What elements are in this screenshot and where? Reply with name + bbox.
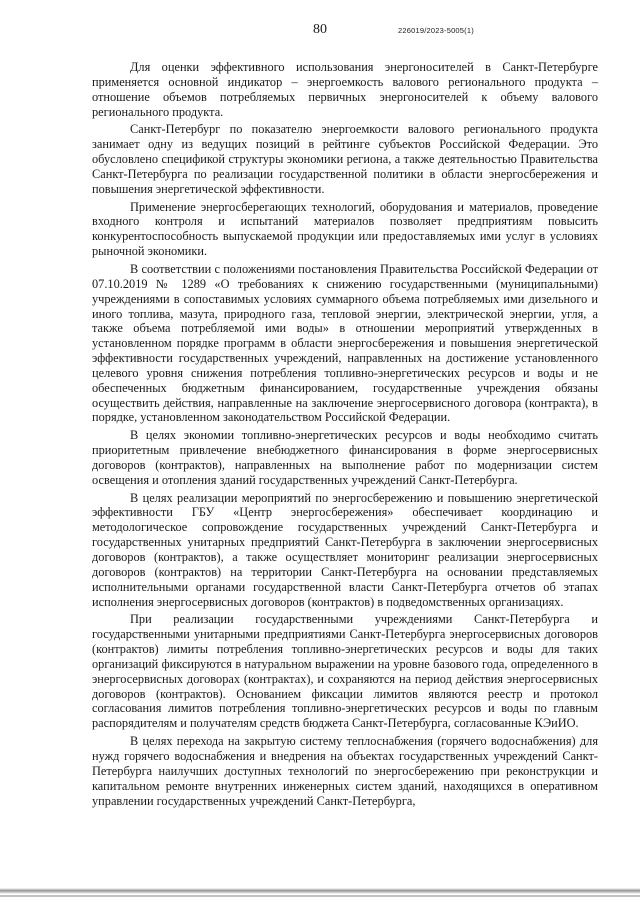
- paragraph: В целях реализации мероприятий по энергосбережению и повышению энергетической эффективности ГБУ «Центр энергосбережения» обеспечивает координацию и методологическое сопровождение государственных учреждений Санкт-Петербурга и государственных унитарных предприятий Санкт-Петербурга в заключении энергосервисных договоров (контрактов), а также осуществляет мониторинг реализации энергосервисных договоров (контрактов) на территории Санкт-Петербурга на основании представляемых исполнительными органами государственной власти Санкт-Петербурга отчетов об этапах исполнения энергосервисных договоров (контрактов) в подведомственных организациях.: [92, 490, 598, 609]
- paragraph: В целях экономии топливно-энергетических ресурсов и воды необходимо считать приоритетным привлечение внебюджетного финансирования в форме энергосервисных договоров (контрактов), направленных на выполнение работ по модернизации систем освещения и отопления зданий государственных учреждений Санкт-Петербурга.: [92, 428, 598, 487]
- document-code: 226019/2023-5005(1): [398, 26, 474, 35]
- paragraph: В соответствии с положениями постановления Правительства Российской Федерации от 07.10.2019 № 1289 «О требованиях к снижению государственными (муниципальными) учреждениями в сопоставимых условиях суммарного объема потребляемых ими дизельного и иного топлива, мазута, природного газа, тепловой энергии, электрической энергии, угля, а также объема потребляемой ими воды» в отношении мероприятий утвержденных в установленном порядке программ в области энергосбережения и повышения энергетической эффективности государственных учреждений, направленных на достижение установленного целевого уровня снижения потребления топливно-энергетических ресурсов и воды и не обеспеченных бюджетным финансированием, государственные учреждения обязаны осуществить действия, направленные на заключение энергосервисного договора (контракта), в порядке, установленном законодательством Российской Федерации.: [92, 261, 598, 425]
- page-number: 80: [313, 22, 327, 37]
- paragraph: При реализации государственными учреждениями Санкт-Петербурга и государственными унитарными предприятиями Санкт-Петербурга энергосервисных договоров (контрактов) лимиты потребления топливно-энергетических ресурсов и воды для таких организаций фиксируются в натуральном выражении на уровне базового года, определенного в энергосервисных договорах (контрактах), и сохраняются на период действия энергосервисных договоров (контрактов). Основанием фиксации лимитов являются реестр и протокол согласования лимитов потребления топливно-энергетических ресурсов и воды по главным распорядителям и получателям средств бюджета Санкт-Петербурга, согласованные КЭиИО.: [92, 612, 598, 731]
- scan-edge-line: [0, 888, 640, 894]
- document-body: [92, 60, 598, 808]
- paragraph: В целях перехода на закрытую систему теплоснабжения (горячего водоснабжения) для нужд горячего водоснабжения и внедрения на объектах государственных учреждений Санкт-Петербурга наилучших доступных технологий по энергосбережению при реконструкции и капитальном ремонте внутренних инженерных систем зданий, находящихся в оперативном управлении государственных учреждений Санкт-Петербурга,: [92, 734, 598, 808]
- paragraph: Санкт-Петербург по показателю энергоемкости валового регионального продукта занимает одну из ведущих позиций в рейтинге субъектов Российской Федерации. Это обусловлено спецификой структуры экономики региона, а также деятельностью Правительства Санкт-Петербурга по реализации государственной политики в области энергосбережения и повышения энергетической эффективности.: [92, 122, 598, 196]
- paragraph: Для оценки эффективного использования энергоносителей в Санкт-Петербурге применяется основной индикатор – энергоемкость валового регионального продукта – отношение объемов потребляемых первичных энергоносителей к объему валового регионального продукта.: [92, 60, 598, 119]
- scan-edge-line: [0, 895, 640, 897]
- paragraph: Применение энергосберегающих технологий, оборудования и материалов, проведение входного контроля и испытаний материалов позволяет предприятиям повысить конкурентоспособность выпускаемой продукции или предоставляемых ими услуг в условиях рыночной экономики.: [92, 199, 598, 259]
